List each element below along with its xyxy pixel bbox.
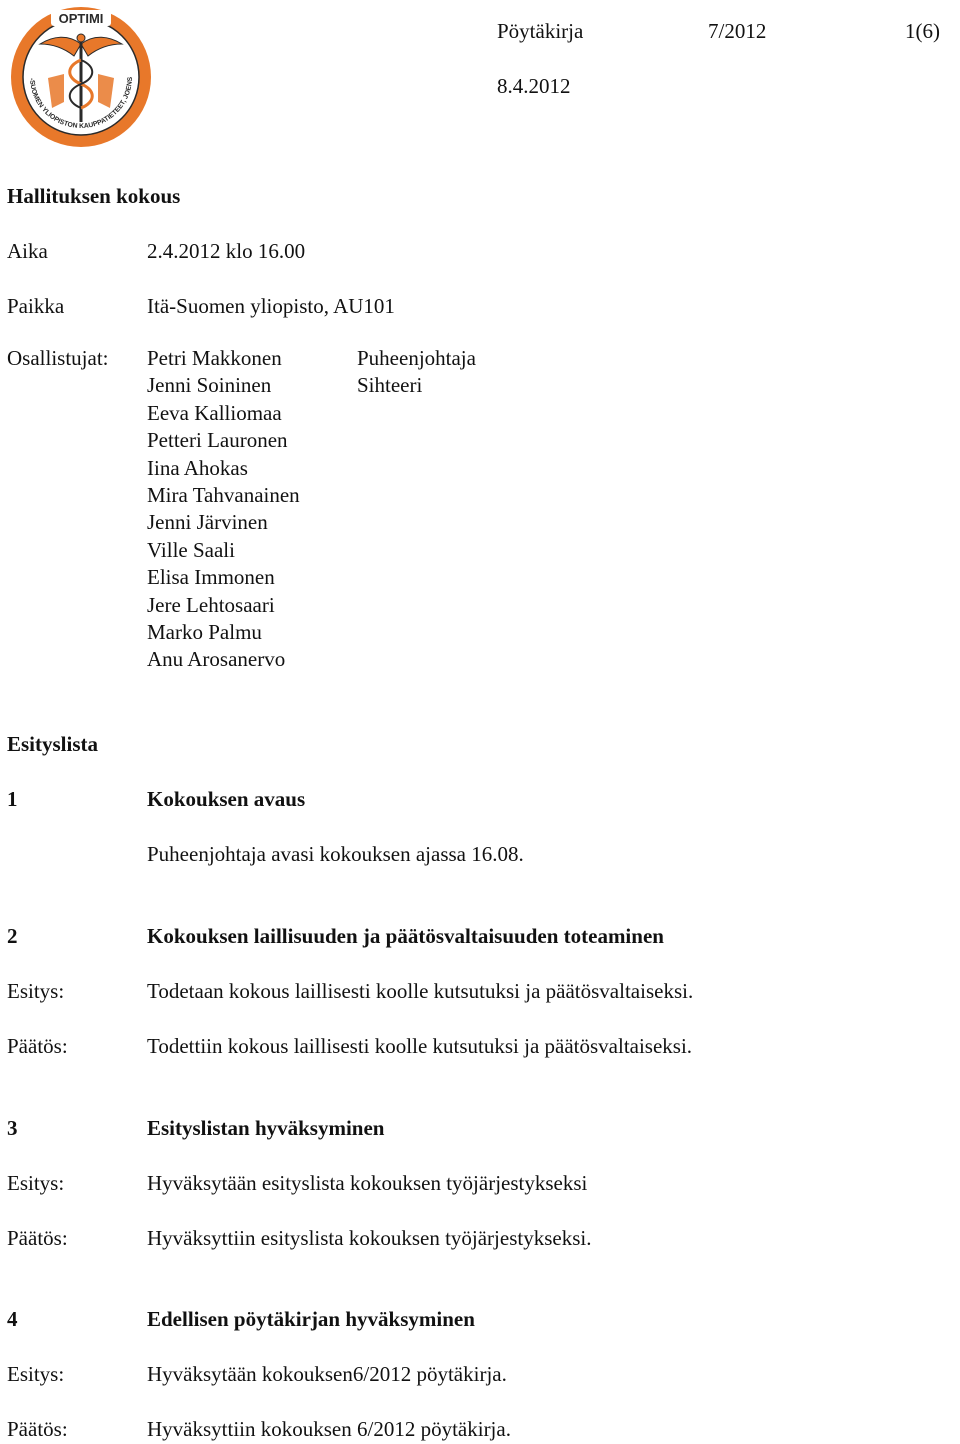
page-number: 1(6) <box>905 19 940 43</box>
agenda-title: Esityslista <box>7 732 99 756</box>
item-number-text: 1 <box>7 787 18 811</box>
proposal-label: Esitys: <box>7 979 65 1003</box>
time-label: Aika <box>7 239 48 263</box>
participant: Jenni Järvinen <box>147 510 268 535</box>
decision-label: Päätös: <box>7 1034 68 1058</box>
proposal-text: Todetaan kokous laillisesti koolle kutsutuksi ja päätösvaltaiseksi. <box>147 979 694 1003</box>
item-number <box>7 1115 27 1143</box>
item-number-text: 3 <box>7 1116 18 1140</box>
item-title: Kokouksen laillisuuden ja päätösvaltaisuuden toteaminen <box>147 924 664 948</box>
logo-ring-text: -SUOMEN YLIOPISTON KAUPPATIETEET, JOENS <box>28 76 135 131</box>
decision-label: Päätös: <box>7 1417 68 1441</box>
proposal-label: Esitys: <box>7 1362 65 1386</box>
role-chair: Puheenjohtaja <box>357 346 476 370</box>
optimi-logo <box>8 4 154 150</box>
item-number <box>7 923 27 951</box>
participant: Jere Lehtosaari <box>147 592 275 617</box>
item-title: Edellisen pöytäkirjan hyväksyminen <box>147 1307 475 1331</box>
decision-text: Hyväksyttiin esityslista kokouksen työjärjestykseksi. <box>147 1226 592 1250</box>
doc-number: 7/2012 <box>708 19 767 43</box>
participant: Elisa Immonen <box>147 565 275 590</box>
participant: Iina Ahokas <box>147 455 248 480</box>
participant: Jenni Soininen <box>147 373 272 398</box>
doc-type: Pöytäkirja <box>497 19 584 43</box>
participant: Ville Saali <box>147 537 235 562</box>
place-label: Paikka <box>7 294 65 318</box>
item-number <box>7 786 27 814</box>
participants-list <box>147 345 300 674</box>
decision-label: Päätös: <box>7 1226 68 1250</box>
item-text: Puheenjohtaja avasi kokouksen ajassa 16.08. <box>147 842 524 866</box>
roles-list <box>357 345 476 400</box>
proposal-label: Esitys: <box>7 1171 65 1195</box>
proposal-text: Hyväksytään esityslista kokouksen työjärjestykseksi <box>147 1171 588 1195</box>
meeting-title: Hallituksen kokous <box>7 184 181 208</box>
decision-text: Hyväksyttiin kokouksen 6/2012 pöytäkirja. <box>147 1417 511 1441</box>
item-title: Kokouksen avaus <box>147 787 306 811</box>
proposal-text: Hyväksytään kokouksen6/2012 pöytäkirja. <box>147 1362 507 1386</box>
decision-text: Todettiin kokous laillisesti koolle kutsutuksi ja päätösvaltaiseksi. <box>147 1034 693 1058</box>
participant: Petri Makkonen <box>147 346 282 370</box>
item-number <box>7 1306 27 1334</box>
participants-label: Osallistujat: <box>7 346 109 370</box>
participant: Anu Arosanervo <box>147 647 286 672</box>
place-value: Itä-Suomen yliopisto, AU101 <box>147 294 395 318</box>
participant: Petteri Lauronen <box>147 428 288 453</box>
item-number-text: 2 <box>7 924 18 948</box>
item-number-text: 4 <box>7 1307 18 1331</box>
participant: Eeva Kalliomaa <box>147 400 282 425</box>
doc-date: 8.4.2012 <box>497 74 571 98</box>
item-title: Esityslistan hyväksyminen <box>147 1116 385 1140</box>
participant: Marko Palmu <box>147 619 262 644</box>
logo-top-text: OPTIMI <box>58 11 104 26</box>
participant: Mira Tahvanainen <box>147 482 300 507</box>
role-secretary: Sihteeri <box>357 373 423 398</box>
time-value: 2.4.2012 klo 16.00 <box>147 239 306 263</box>
